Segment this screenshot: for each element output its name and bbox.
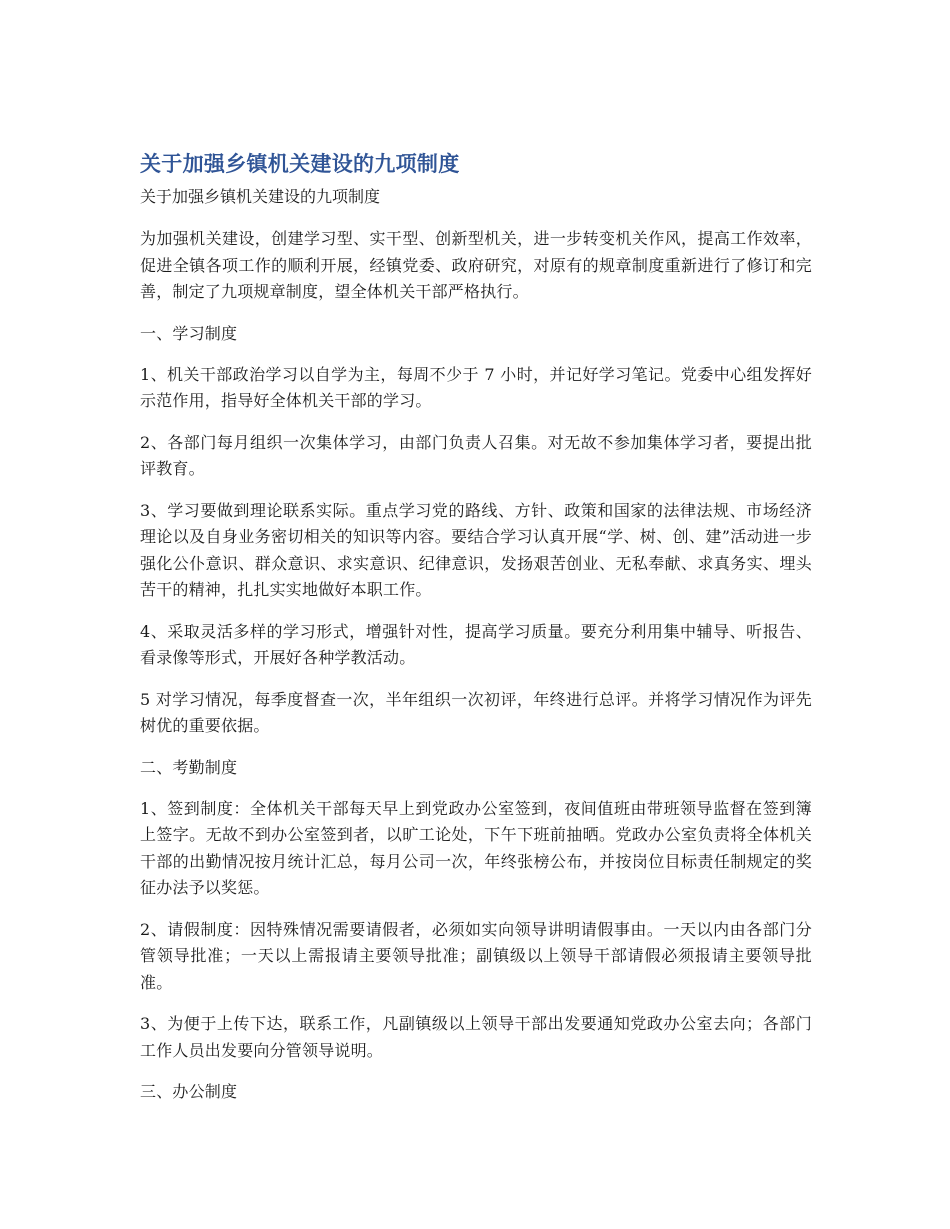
attendance-item-2: 2、请假制度：因特殊情况需要请假者，必须如实向领导讲明请假事由。一天以内由各部门分管领导批准；一天以上需报请主要领导批准；副镇级以上领导干部请假必须报请主要领导批准。 xyxy=(140,919,812,992)
attendance-item-1: 1、签到制度：全体机关干部每天早上到党政办公室签到，夜间值班由带班领导监督在签到簿上签字。无故不到办公室签到者，以旷工论处，下午下班前抽晒。党政办公室负责将全体机关干部的出勤情况按月统计汇总，每月公司一次，年终张榜公布，并按岗位目标责任制规定的奖征办法予以奖惩。 xyxy=(140,798,812,897)
attendance-item-3: 3、为便于上传下达，联系工作，凡副镇级以上领导干部出发要通知党政办公室去向；各部门工作人员出发要向分管领导说明。 xyxy=(140,1014,812,1060)
document-page xyxy=(140,148,812,1120)
section-heading-office: 三、办公制度 xyxy=(140,1082,238,1101)
study-item-1: 1、机关干部政治学习以自学为主，每周不少于 7 小时，并记好学习笔记。党委中心组发挥好示范作用，指导好全体机关干部的学习。 xyxy=(140,364,812,410)
study-item-2: 2、各部门每月组织一次集体学习，由部门负责人召集。对无故不参加集体学习者，要提出批评教育。 xyxy=(140,432,812,478)
section-heading-attendance: 二、考勤制度 xyxy=(140,757,238,777)
document-subtitle: 关于加强乡镇机关建设的九项制度 xyxy=(140,187,381,206)
study-item-3: 3、学习要做到理论联系实际。重点学习党的路线、方针、政策和国家的法律法规、市场经济理论以及自身业务密切相关的知识等内容。要结合学习认真开展“学、树、创、建”活动进一步强化公仆意识、群众意识、求实意识、纪律意识，发扬艰苦创业、无私奉献、求真务实、埋头苦干的精神，扎扎实实地做好本职工作。 xyxy=(140,500,812,599)
section-heading-study: 一、学习制度 xyxy=(140,323,238,343)
study-item-5: 5 对学习情况，每季度督查一次，半年组织一次初评，年终进行总评。并将学习情况作为评先树优的重要依据。 xyxy=(140,689,812,735)
study-item-4: 4、采取灵活多样的学习形式，增强针对性，提高学习质量。要充分利用集中辅导、听报告、看录像等形式，开展好各种学教活动。 xyxy=(140,621,812,667)
document-title: 关于加强乡镇机关建设的九项制度 xyxy=(140,152,460,176)
intro-paragraph: 为加强机关建设，创建学习型、实干型、创新型机关，进一步转变机关作风，提高工作效率，促进全镇各项工作的顺利开展，经镇党委、政府研究，对原有的规章制度重新进行了修订和完善，制定了九项规章制度，望全体机关干部严格执行。 xyxy=(140,229,812,301)
